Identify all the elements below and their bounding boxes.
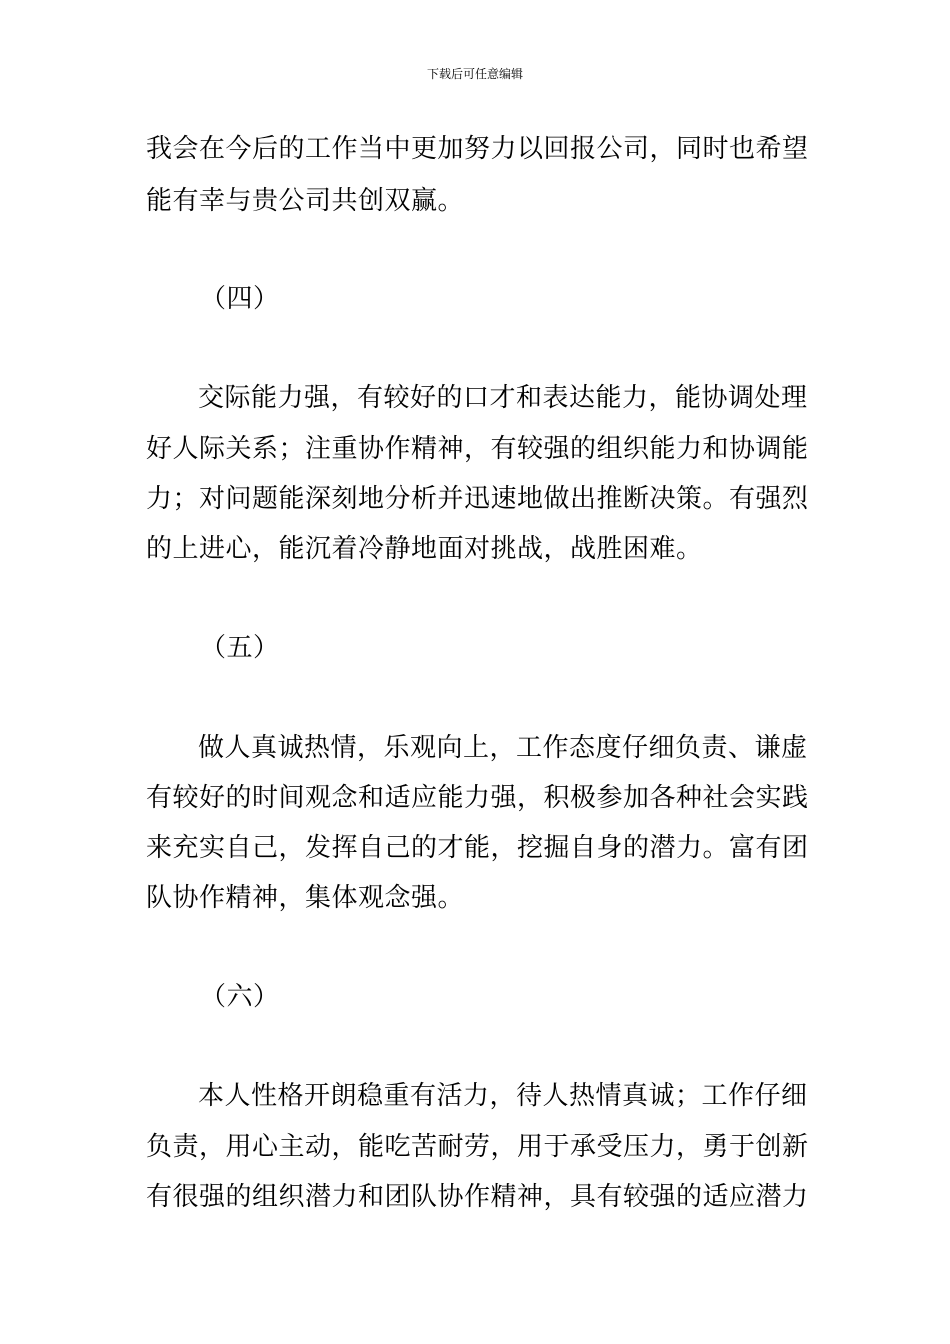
paragraph-line: 本人性格开朗稳重有活力，待人热情真诚；工作仔细: [198, 1081, 808, 1111]
paragraph-line: 能有幸与贵公司共创双赢。: [146, 186, 465, 216]
paragraph-line: 有较好的时间观念和适应能力强，积极参加各种社会实践: [146, 783, 809, 813]
paragraph-line: 的上进心，能沉着冷静地面对挑战，战胜困难。: [146, 534, 703, 564]
paragraph-line: 队协作精神，集体观念强。: [146, 883, 465, 913]
paragraph-line: 好人际关系；注重协作精神，有较强的组织能力和协调能: [146, 434, 809, 464]
header-note: 下载后可任意编辑: [426, 67, 523, 81]
section-heading: （五）: [200, 633, 280, 663]
paragraph-line: 来充实自己，发挥自己的才能，挖掘自身的潜力。富有团: [146, 833, 809, 863]
paragraph-line: 有很强的组织潜力和团队协作精神，具有较强的适应潜力: [146, 1182, 809, 1212]
paragraph-line: 交际能力强，有较好的口才和表达能力，能协调处理: [198, 383, 808, 413]
paragraph-line: 我会在今后的工作当中更加努力以回报公司，同时也希望: [146, 134, 809, 164]
paragraph-line: 做人真诚热情，乐观向上，工作态度仔细负责、谦虚: [198, 733, 808, 763]
section-heading: （四）: [200, 284, 280, 314]
paragraph-line: 力；对问题能深刻地分析并迅速地做出推断决策。有强烈: [146, 484, 809, 514]
paragraph-line: 负责，用心主动，能吃苦耐劳，用于承受压力，勇于创新: [146, 1132, 809, 1162]
section-heading: （六）: [200, 982, 280, 1012]
